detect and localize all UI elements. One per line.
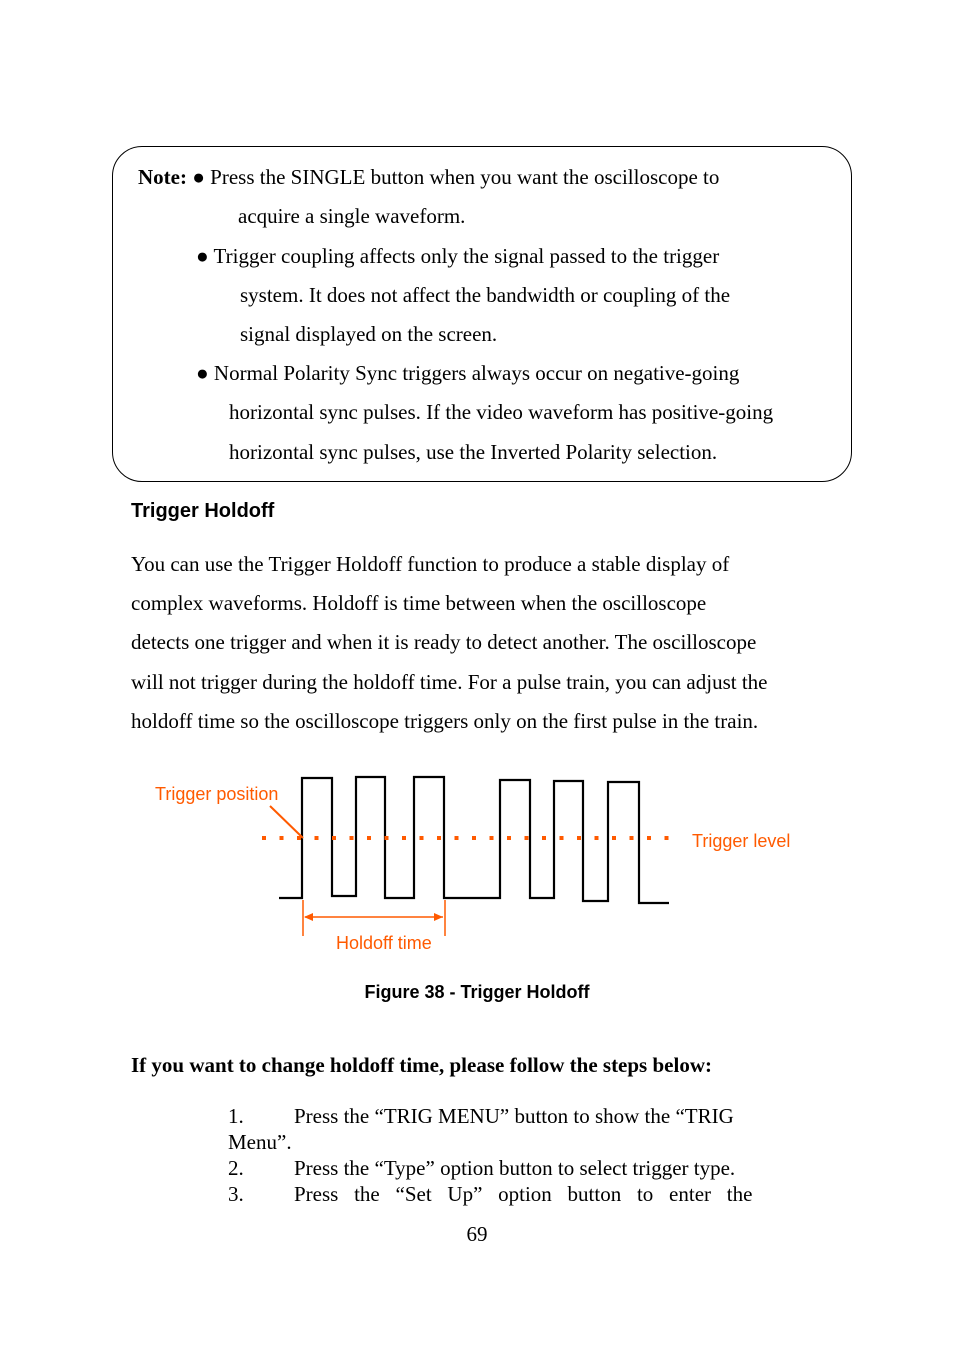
page-number: 69 xyxy=(466,1222,488,1246)
note-label: Note: xyxy=(138,165,187,189)
section-heading: Trigger Holdoff xyxy=(131,500,275,522)
step-text: Press the “TRIG MENU” button to show the “TRIG xyxy=(294,1104,734,1128)
step-text: Press the “Type” option button to select trigger type. xyxy=(294,1156,736,1180)
trigger-position-pointer xyxy=(270,806,303,838)
note-bullet-3: ● Normal Polarity Sync triggers always occur on negative-going xyxy=(196,361,740,385)
note-bullet-2: ● Trigger coupling affects only the signal passed to the trigger xyxy=(196,244,720,268)
step-text: Press the “Set Up” option button to enter the xyxy=(294,1182,753,1206)
step-number: 1. xyxy=(228,1104,244,1128)
steps-heading: If you want to change holdoff time, please follow the steps below: xyxy=(131,1053,712,1077)
trigger-level-label: Trigger level xyxy=(692,831,791,851)
trigger-position-label: Trigger position xyxy=(155,784,279,804)
note-bullet-2-cont-2: signal displayed on the screen. xyxy=(240,322,498,346)
note-bullet-3-cont-1: horizontal sync pulses. If the video waveform has positive-going xyxy=(229,400,774,424)
step-number: 2. xyxy=(228,1156,244,1180)
note-bullet-1: ● Press the SINGLE button when you want the oscilloscope to xyxy=(192,165,720,189)
step-text-continued: Menu”. xyxy=(228,1130,292,1154)
paragraph-line: detects one trigger and when it is ready to detect another. The oscilloscope xyxy=(131,630,757,654)
paragraph-line: holdoff time so the oscilloscope triggers only on the first pulse in the train. xyxy=(131,709,759,733)
paragraph-line: You can use the Trigger Holdoff function to produce a stable display of xyxy=(131,552,730,576)
note-bullet-3-cont-2: horizontal sync pulses, use the Inverted Polarity selection. xyxy=(229,440,718,464)
note-bullet-2-cont-1: system. It does not affect the bandwidth or coupling of the xyxy=(240,283,731,307)
paragraph-line: will not trigger during the holdoff time. For a pulse train, you can adjust the xyxy=(131,670,768,694)
note-bullet-1-cont: acquire a single waveform. xyxy=(238,204,466,228)
step-number: 3. xyxy=(228,1182,244,1206)
paragraph-line: complex waveforms. Holdoff is time between when the oscilloscope xyxy=(131,591,707,615)
holdoff-time-label: Holdoff time xyxy=(336,933,432,953)
figure-caption: Figure 38 - Trigger Holdoff xyxy=(364,982,590,1002)
